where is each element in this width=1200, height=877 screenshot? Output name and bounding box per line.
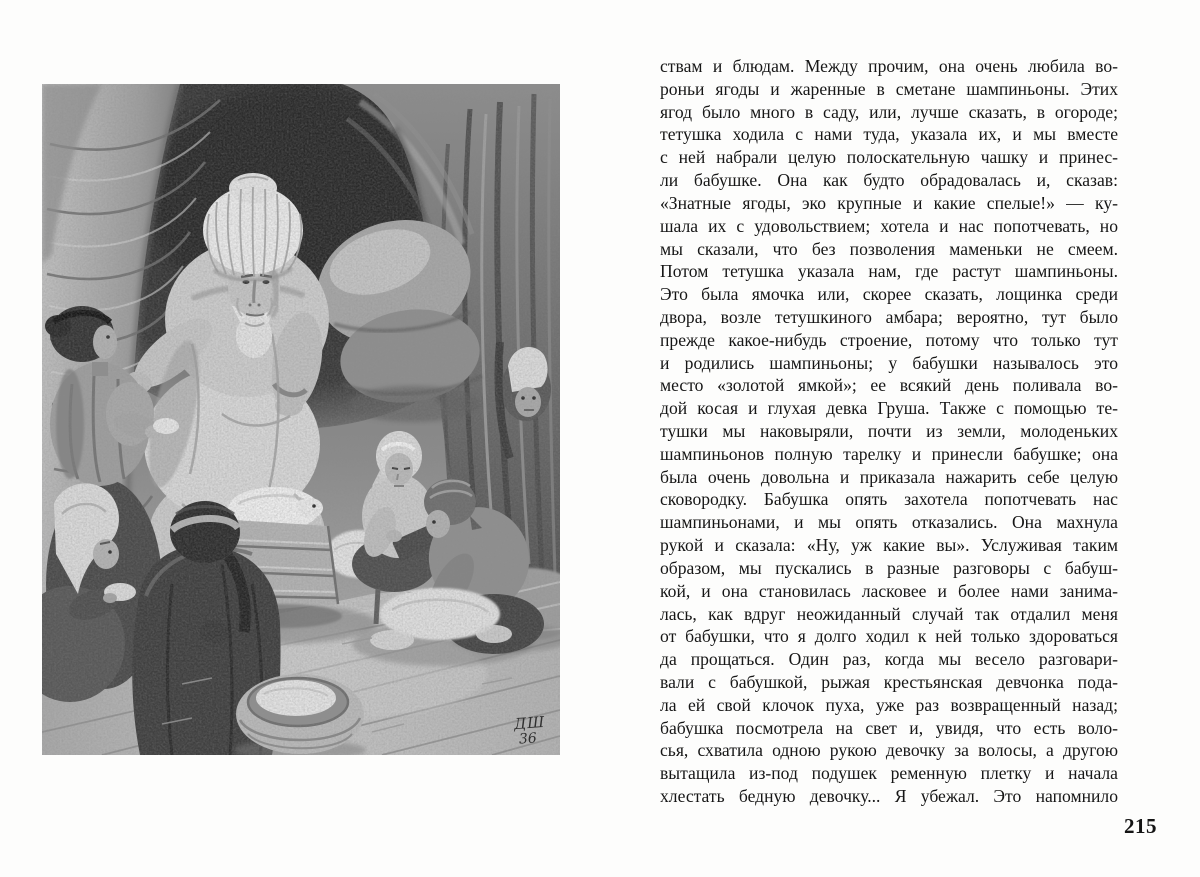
text-line: да прощаться. Один раз, когда мы весело разговари- <box>660 649 1118 670</box>
text-line: хлестать бедную девочку... Я убежал. Это напомнило <box>660 786 1118 806</box>
text-line: роньи ягоды и жаренные в сметане шампиньоны. Этих <box>660 78 1118 99</box>
text-line: вали с бабушкой, рыжая крестьянская девчонка пода- <box>660 671 1118 692</box>
text-line: тетушка ходила с нами туда, указала их, и мы вместе <box>660 124 1118 145</box>
text-line: ствам и блюдам. Между прочим, она очень любила во- <box>660 56 1118 76</box>
artist-signature-year: 36 <box>518 730 538 748</box>
text-line: мы сказали, что без позволения маменьки не смеем. <box>660 238 1118 259</box>
text-line: место «золотой ямкой»; ее всякий день поливала во- <box>660 375 1118 396</box>
text-line: лась, как вдруг неожиданный случай так отдалил меня <box>660 603 1118 624</box>
text-line: шампиньонов полную тарелку и принесли бабушке; она <box>660 443 1118 464</box>
artist-signature-initials: ДШ <box>513 712 546 734</box>
text-line: тушки мы наковыряли, почти из земли, молоденьких <box>660 421 1118 441</box>
text-line: образом, мы пускались в разные разговоры с бабуш- <box>660 557 1118 578</box>
text-line: ла ей свой клочок пуха, уже раз возвращенный назад; <box>660 694 1118 715</box>
text-line: ягод было много в саду, или, лучше сказать, в огороде; <box>660 101 1118 122</box>
text-line: сковородку. Бабушка опять захотела попотчевать нас <box>660 489 1118 510</box>
text-line: шампиньонами, и мы опять отказались. Она махнула <box>660 512 1118 533</box>
text-line: «Знатные ягоды, эко крупные и какие спелые!» — ку- <box>660 192 1118 213</box>
text-line: сья, схватила одною рукою девочку за волосы, а другою <box>660 740 1118 761</box>
text-line: вытащила из-под подушек ременную плетку и начала <box>660 763 1118 784</box>
grandmother-children-drawing <box>42 84 560 755</box>
text-line: Это была ямочка или, скорее сказать, лощинка среди <box>660 284 1118 305</box>
text-line: с ней набрали целую полоскательную чашку и принес- <box>660 147 1118 168</box>
text-line: Потом тетушка указала нам, где растут шампиньоны. <box>660 261 1118 282</box>
text-line: кой, и она становилась ласковее и более нами занима- <box>660 580 1118 601</box>
text-line: от бабушки, что я долго ходил к ней только здороваться <box>660 626 1118 647</box>
text-line: была очень довольна и приказала нажарить себе целую <box>660 466 1118 487</box>
text-line: ли бабушке. Она как будто обрадовалась и, сказав: <box>660 170 1118 191</box>
text-line: рукой и сказала: «Ну, уж какие вы». Услуживая таким <box>660 535 1118 556</box>
text-line: бабушка посмотрела на свет и, увидя, что есть воло- <box>660 717 1118 738</box>
illustration-grandmother-with-children <box>42 84 560 755</box>
text-line: двора, возле тетушкиного амбара; вероятно, тут было <box>660 306 1118 327</box>
text-line: и родились шампиньоны; у бабушки называлось это <box>660 352 1118 373</box>
text-line: дой косая и глухая девка Груша. Также с помощью те- <box>660 398 1118 419</box>
text-line: прежде какое-нибудь строение, потому что только тут <box>660 329 1118 350</box>
text-column <box>660 55 1118 808</box>
text-line: шала их с удовольствием; хотела и нас попотчевать, но <box>660 215 1118 236</box>
page-number: 215 <box>1124 814 1157 838</box>
